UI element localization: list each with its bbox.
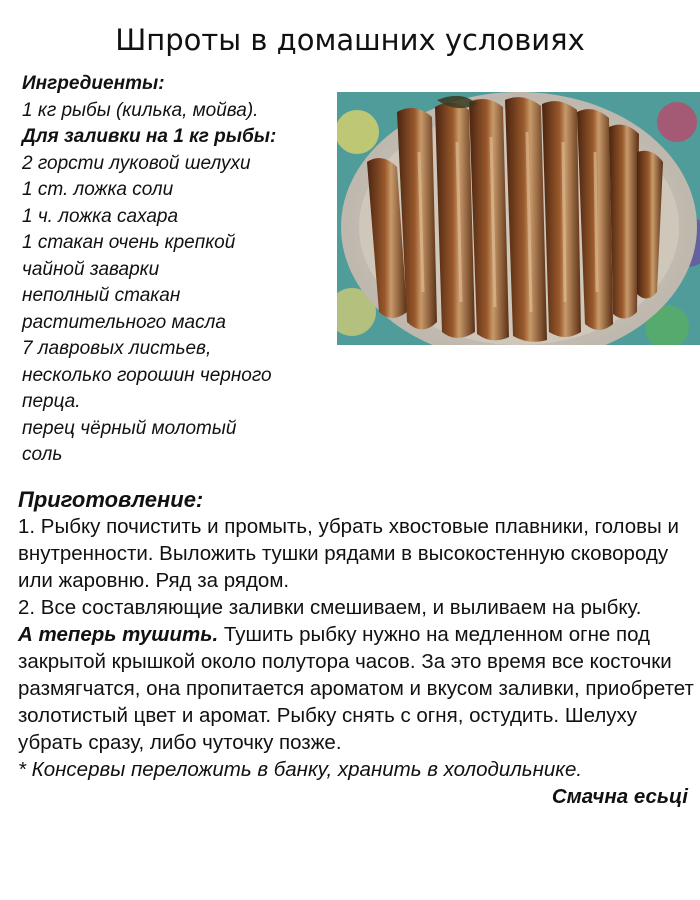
- preparation-heading: Приготовление:: [18, 487, 204, 512]
- sprats-illustration: [337, 92, 700, 345]
- ingredient-item: 1 ст. ложка соли: [22, 179, 174, 200]
- stew-paragraph: [18, 621, 698, 756]
- stew-text: Тушить рыбку нужно на медленном огне под закрытой крышкой около полутора часов. За это время все косточки размягчатся, она пропитается ароматом и вкусом заливки, приобретет золотистый цвет и аромат. Рыбку снять с огня, остудить. Шелуху убрать сразу, либо чуточку позже.: [18, 623, 694, 754]
- ingredients-section: [22, 71, 332, 469]
- marinade-heading: Для заливки на 1 кг рыбы:: [22, 126, 277, 147]
- ingredient-item: 2 горсти луковой шелухи: [22, 152, 251, 174]
- ingredient-fish: 1 кг рыбы (килька, мойва).: [22, 99, 259, 121]
- ingredient-item: 7 лавровых листьев,: [22, 338, 212, 359]
- ingredient-item: 1 стакан очень крепкой: [22, 232, 236, 253]
- step-1: 1. Рыбку почистить и промыть, убрать хвостовые плавники, головы и внутренности. Выложить тушки рядами в высокостенную сковороду или жаровню. Ряд за рядом.: [18, 515, 679, 592]
- fish-group: [367, 96, 663, 342]
- ingredient-item: перца.: [22, 391, 81, 412]
- signoff: Смачна есьці: [551, 785, 688, 808]
- sprats-photo: [337, 92, 700, 345]
- page-title: Шпроты в домашних условиях: [115, 23, 585, 57]
- stew-lead: А теперь тушить.: [18, 623, 219, 646]
- ingredient-item: перец чёрный молотый: [22, 417, 237, 439]
- tablecloth-pattern: [657, 102, 697, 142]
- ingredient-item: несколько горошин черного: [22, 364, 272, 386]
- ingredient-item: соль: [22, 444, 63, 465]
- ingredients-heading: Ингредиенты:: [22, 73, 165, 94]
- preparation-section: [18, 486, 698, 810]
- step-2: 2. Все составляющие заливки смешиваем, и выливаем на рыбку.: [18, 596, 642, 619]
- ingredient-item: 1 ч. ложка сахара: [22, 205, 179, 227]
- ingredient-item: чайной заварки: [22, 258, 160, 280]
- storage-note: * Консервы переложить в банку, хранить в холодильнике.: [18, 758, 583, 781]
- tablecloth-pattern: [337, 110, 379, 154]
- ingredient-item: неполный стакан: [22, 285, 181, 306]
- ingredient-item: растительного масла: [22, 311, 226, 333]
